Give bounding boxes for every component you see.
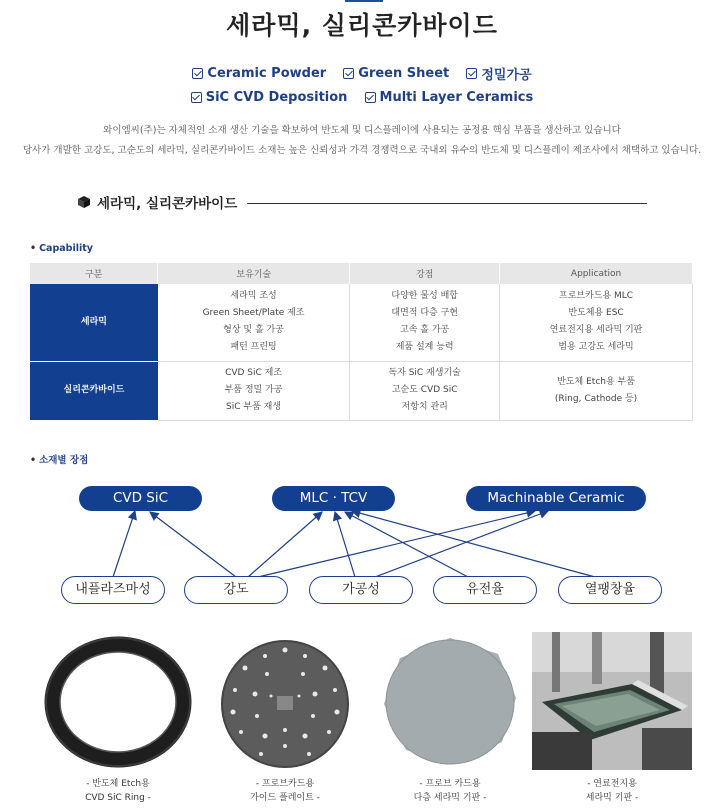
property-plasma-resistance: 내플라즈마성 (61, 576, 165, 604)
material-property-diagram (0, 478, 724, 608)
title-accent-line (345, 0, 383, 2)
tag-precision-machining: 정밀가공 (466, 64, 531, 83)
cell-tech: 세라믹 조성 Green Sheet/Plate 제조 형상 및 홀 가공 패턴 프린팅 (158, 284, 350, 361)
arrow-machinability-to-machinable (375, 511, 548, 577)
section-title: 세라믹, 실리콘카바이드 (97, 196, 238, 212)
arrow-strength-to-mlc (248, 512, 322, 577)
checkbox-icon (365, 92, 376, 103)
material-mlc-tcv: MLC · TCV (272, 486, 395, 511)
section-heading (77, 192, 237, 212)
property-machinability: 가공성 (309, 576, 413, 604)
product-caption: - 연료전지용 세라믹 기판 - (585, 779, 639, 803)
tag-sic-cvd: SiC CVD Deposition (191, 90, 348, 105)
arrow-dielectric-to-mlc (345, 512, 468, 577)
checkbox-icon (192, 68, 203, 79)
property-thermal-expansion: 열팽창율 (558, 576, 662, 604)
tag-ceramic-powder: Ceramic Powder (192, 66, 326, 81)
arrow-expansion-to-mlc (352, 511, 595, 577)
cell-strength: 독자 SiC 재생기술 고순도 CVD SiC 저항치 관리 (350, 361, 500, 420)
product-image-fuel-cell-substrate (532, 632, 692, 770)
material-cvd-sic: CVD SiC (79, 486, 202, 511)
capability-table (30, 263, 693, 421)
product-image-multilayer-substrate (370, 632, 530, 770)
property-dielectric: 유전율 (433, 576, 537, 604)
cell-application: 반도체 Etch용 부품 (Ring, Cathode 등) (500, 361, 693, 420)
row-header-ceramic: 세라믹 (30, 284, 158, 361)
checkbox-icon (191, 92, 202, 103)
arrow-strength-to-machinable (258, 511, 535, 577)
cell-strength: 다양한 물성 배합 대면적 다층 구현 고속 홀 가공 제품 설계 능력 (350, 284, 500, 361)
cube-icon (77, 195, 91, 209)
table-header-row (30, 263, 693, 284)
features-label: • 소재별 장점 (30, 455, 89, 466)
arrow-strength-to-cvd (150, 512, 236, 577)
table-row (30, 361, 693, 420)
cell-application: 프로브카드용 MLC 반도체용 ESC 연료전지용 세라믹 기판 범용 고강도 세라믹 (500, 284, 693, 361)
product-image-guide-plate (205, 632, 365, 770)
col-header: 강점 (350, 263, 500, 284)
tag-multi-layer: Multi Layer Ceramics (365, 90, 534, 105)
checkbox-icon (466, 68, 477, 79)
product-caption: - 프로브카드용 가이드 플레이트 - (250, 779, 320, 803)
intro-line-1: 와이엠씨(주)는 자체적인 소재 생산 기술을 확보하여 반도체 및 디스플레이에 사용되는 공정용 핵심 부품을 생산하고 있습니다 (103, 125, 621, 136)
intro-line-2: 당사가 개발한 고강도, 고순도의 세라믹, 실리콘카바이드 소재는 높은 신뢰성과 가격 경쟁력으로 국내외 유수의 반도체 및 디스플레이 제조사에서 채택하고 있습니다. (22, 145, 702, 156)
product-image-sic-ring (38, 632, 198, 770)
tag-row-2 (0, 88, 724, 107)
material-machinable-ceramic: Machinable Ceramic (466, 486, 646, 511)
checkbox-icon (343, 68, 354, 79)
capability-label: • Capability (30, 243, 93, 254)
col-header: 구분 (30, 263, 158, 284)
tag-green-sheet: Green Sheet (343, 66, 449, 81)
row-header-sic: 실리콘카바이드 (30, 361, 158, 420)
product-caption: - 프로브 카드용 다층 세라믹 기판 - (413, 779, 487, 803)
table-row (30, 284, 693, 361)
arrow-machinability-to-mlc (335, 512, 355, 577)
cell-tech: CVD SiC 제조 부품 정밀 가공 SiC 부품 재생 (158, 361, 350, 420)
tag-row-1 (0, 64, 724, 83)
property-strength: 강도 (184, 576, 288, 604)
product-caption: - 반도체 Etch용 CVD SiC Ring - (85, 779, 151, 803)
arrow-plasma-to-cvd (113, 511, 135, 577)
col-header: Application (500, 263, 693, 284)
col-header: 보유기술 (158, 263, 350, 284)
section-divider (247, 203, 647, 204)
page-title: 세라믹, 실리콘카바이드 (226, 11, 498, 40)
